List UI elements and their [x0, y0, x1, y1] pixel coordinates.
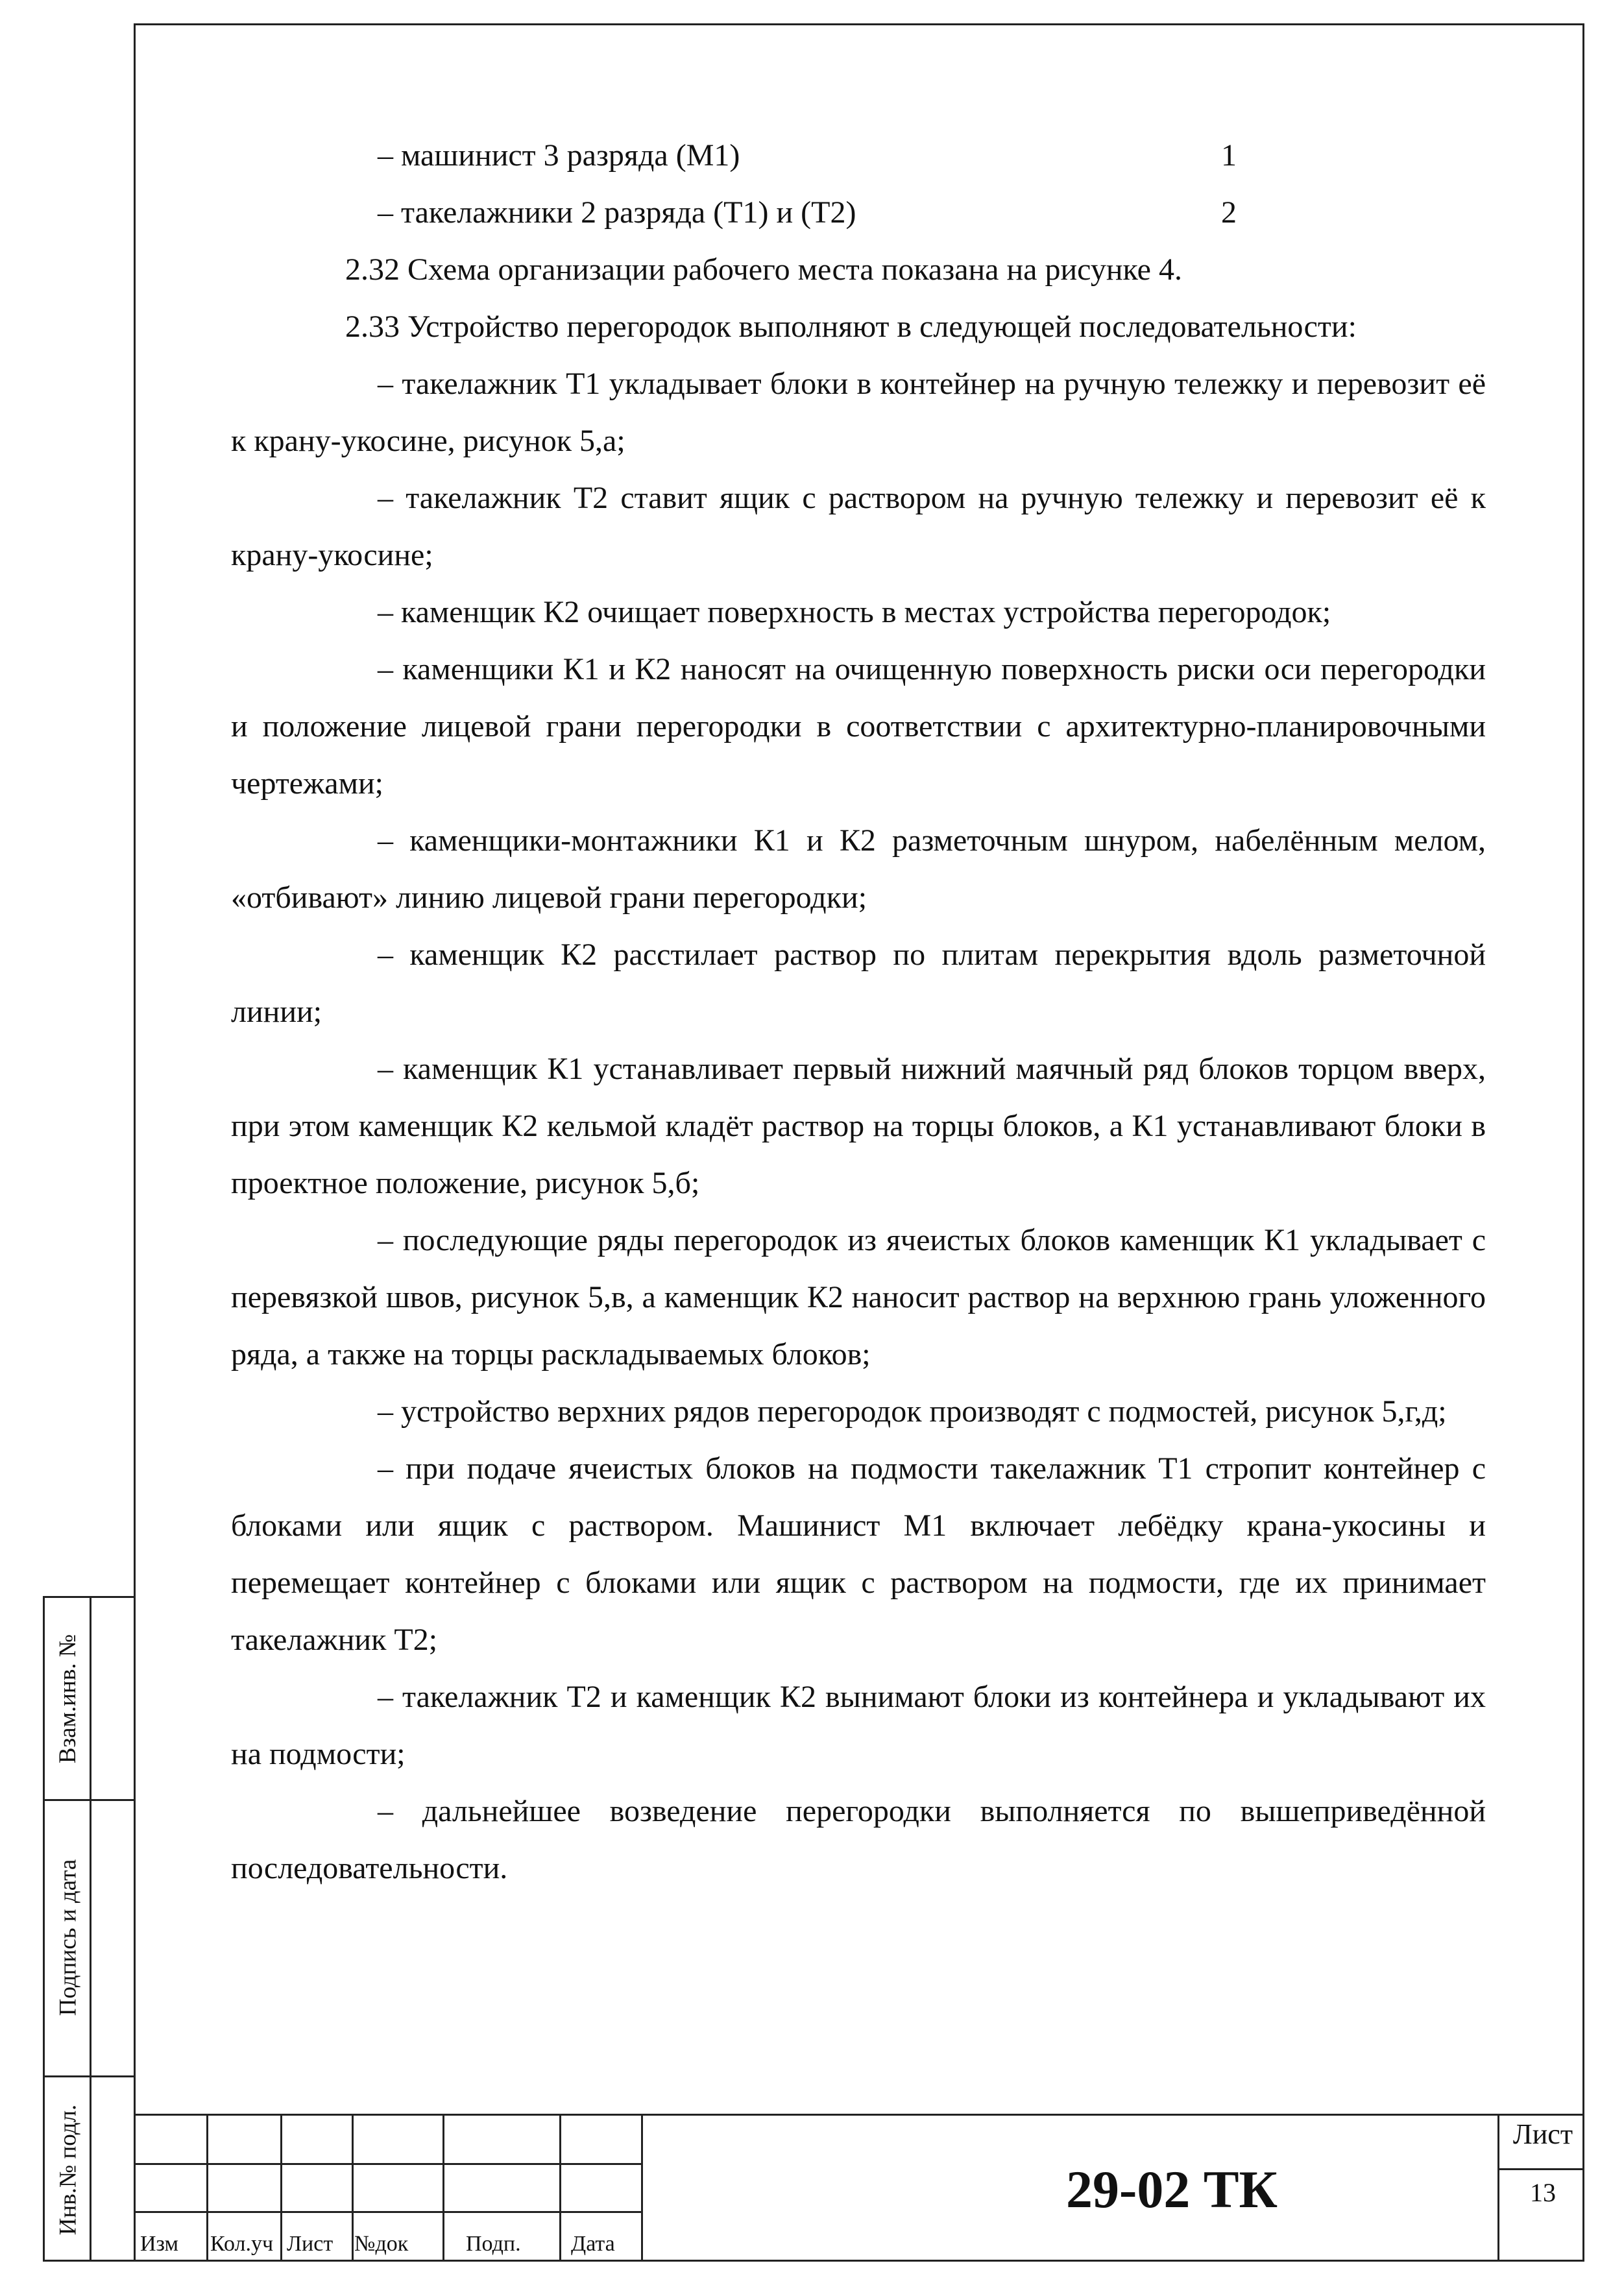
header-doc-no: №док [354, 2232, 409, 2256]
paragraph: – такелажник Т2 и каменщик К2 вынимают блоки из контейнера и укладывают их на подмости; [231, 1680, 1486, 1771]
document-code: 29-02 ТК [1066, 2160, 1278, 2219]
paragraph: – устройство верхних рядов перегородок производят с подмостей, рисунок 5,г,д; [378, 1394, 1447, 1429]
list-item-text: – машинист 3 разряда (М1) [378, 138, 740, 173]
side-signature-date-label: Подпись и дата [55, 1859, 82, 2016]
header-izm: Изм [140, 2232, 179, 2256]
paragraph: – каменщик К2 очищает поверхность в местах устройства перегородок; [378, 595, 1331, 629]
list-item-text: – такелажники 2 разряда (Т1) и (Т2) [378, 195, 856, 230]
paragraph: – последующие ряды перегородок из ячеистых блоков каменщик К1 укладывает с перевязкой швов, рисунок 5,в, а каменщик К2 наносит раствор на верхнюю грань уложенного ряда, а также на торцы раскладываемых блоков; [231, 1223, 1486, 1372]
list-item [231, 184, 1486, 241]
list-item [231, 127, 1486, 184]
paragraph: 2.32 Схема организации рабочего места показана на рисунке 4. [345, 252, 1182, 287]
header-signature: Подп. [466, 2232, 521, 2256]
title-block [134, 2114, 1584, 2262]
list-item-count: 2 [1221, 195, 1237, 230]
paragraph: – каменщики-монтажники К1 и К2 разметочным шнуром, набелённым мелом, «отбивают» линию лицевой грани перегородки; [231, 823, 1486, 915]
header-date: Дата [571, 2232, 615, 2256]
header-kol-uch: Кол.уч [210, 2232, 274, 2256]
header-list: Лист [287, 2232, 333, 2256]
paragraph: – такелажник Т2 ставит ящик с раствором на ручную тележку и перевозит её к крану-укосине; [231, 481, 1486, 572]
list-item-count: 1 [1221, 138, 1237, 173]
side-inv-original-label: Инв.№ подл. [55, 2104, 82, 2235]
side-replace-inv-label: Взам.инв. № [55, 1634, 82, 1763]
sheet-label: Лист [1512, 2118, 1573, 2150]
document-body [231, 127, 1486, 1897]
paragraph: – при подаче ячеистых блоков на подмости такелажник Т1 стропит контейнер с блоками или ящик с раствором. Машинист М1 включает лебёдку крана-укосины и перемещает контейнер с блоками или ящик с раствором на подмости, где их принимает такелажник Т2; [231, 1451, 1486, 1657]
paragraph: – такелажник Т1 укладывает блоки в контейнер на ручную тележку и перевозит её к крану-укосине, рисунок 5,а; [231, 367, 1486, 458]
side-stamp [43, 1596, 134, 2262]
sheet-number: 13 [1530, 2178, 1556, 2207]
paragraph: 2.33 Устройство перегородок выполняют в следующей последовательности: [345, 309, 1357, 344]
paragraph: – каменщики К1 и К2 наносят на очищенную поверхность риски оси перегородки и положение лицевой грани перегородки в соответствии с архитектурно-планировочными чертежами; [231, 652, 1486, 801]
paragraph: – каменщик К1 устанавливает первый нижний маячный ряд блоков торцом вверх, при этом каменщик К2 кельмой кладёт раствор на торцы блоков, а К1 устанавливают блоки в проектное положение, рисунок 5,б; [231, 1052, 1486, 1200]
paragraph: – каменщик К2 расстилает раствор по плитам перекрытия вдоль разметочной линии; [231, 937, 1486, 1029]
paragraph: – дальнейшее возведение перегородки выполняется по вышеприведённой последовательности. [231, 1794, 1486, 1885]
